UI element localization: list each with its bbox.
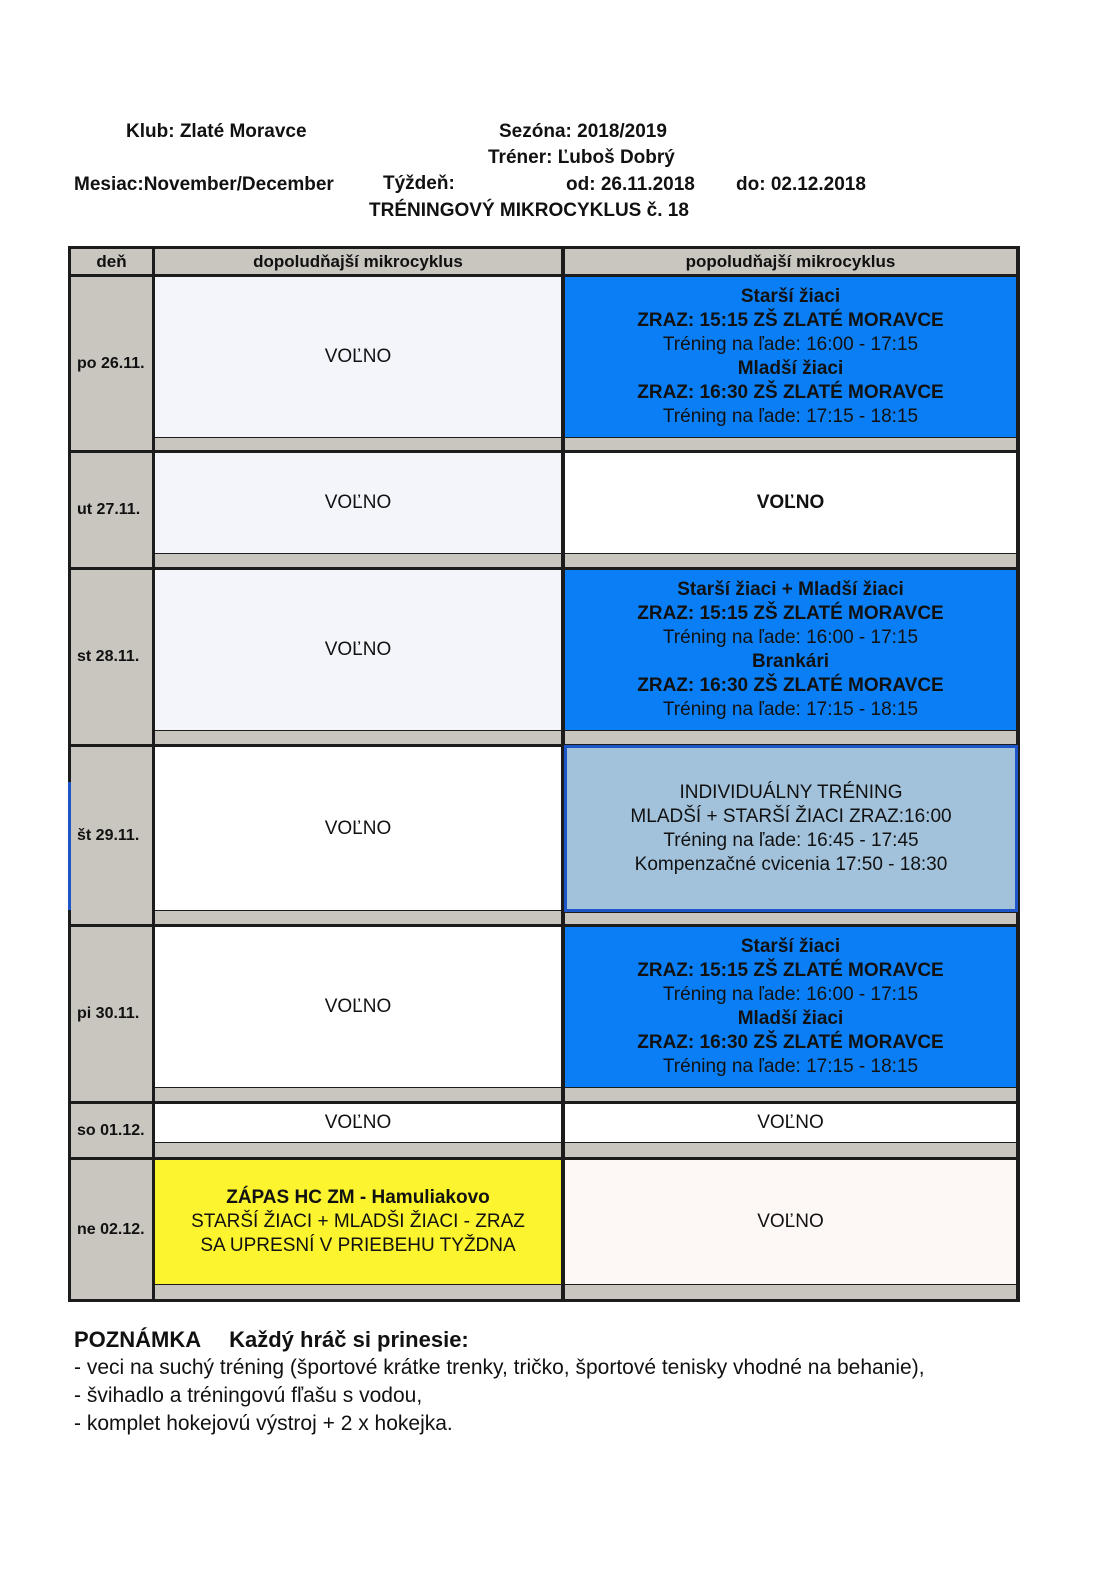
match-title: ZÁPAS HC ZM - Hamuliakovo (226, 1187, 490, 1208)
group-name: Brankári (751, 651, 830, 672)
day-cell: po 26.11. (71, 277, 152, 450)
row-spacer (565, 1285, 1016, 1299)
ice-training-time: Tréning na ľade: 17:15 - 18:15 (662, 406, 919, 427)
column-header-morning: dopoludňajší mikrocyklus (155, 249, 561, 274)
note-item: - komplet hokejovú výstroj + 2 x hokejka. (74, 1412, 453, 1435)
morning-text: VOĽNO (324, 492, 392, 513)
afternoon-cell (565, 570, 1016, 730)
group-name: Starší žiaci (740, 286, 841, 307)
row-spacer (565, 554, 1016, 567)
morning-cell (155, 1104, 561, 1142)
compensation-exercises: Kompenzačné cvicenia 17:50 - 18:30 (634, 853, 948, 875)
match-detail: STARŠÍ ŽIACI + MLADŠI ŽIACI - ZRAZ (191, 1211, 525, 1232)
row-spacer (155, 1285, 561, 1299)
day-cell: st 28.11. (71, 570, 152, 744)
morning-text: VOĽNO (324, 639, 392, 660)
row-spacer (565, 1088, 1016, 1101)
column-header-afternoon: popoludňajší mikrocyklus (565, 249, 1016, 274)
afternoon-cell (565, 1160, 1016, 1284)
day-cell: št 29.11. (71, 747, 152, 924)
row-spacer (155, 1088, 561, 1101)
row-spacer (565, 1143, 1016, 1157)
session-title: INDIVIDUÁLNY TRÉNING (679, 781, 903, 803)
morning-cell (155, 1160, 561, 1284)
morning-cell (155, 277, 561, 437)
row-spacer (155, 1143, 561, 1157)
group-name: Mladší žiaci (737, 1008, 844, 1029)
meetup-time: MLADŠÍ + STARŠÍ ŽIACI ZRAZ:16:00 (630, 805, 952, 827)
morning-text: VOĽNO (324, 346, 392, 367)
row-highlight-marker (68, 782, 71, 910)
afternoon-text: VOĽNO (757, 1211, 824, 1232)
meetup-time: ZRAZ: 15:15 ZŠ ZLATÉ MORAVCE (637, 960, 944, 981)
row-spacer (155, 731, 561, 744)
meetup-time: ZRAZ: 15:15 ZŠ ZLATÉ MORAVCE (637, 603, 944, 624)
afternoon-text: VOĽNO (756, 492, 825, 513)
morning-cell (155, 747, 561, 910)
schedule-table (68, 246, 1020, 1302)
morning-text: VOĽNO (324, 817, 392, 839)
note-section (74, 1326, 1014, 1438)
morning-text: VOĽNO (324, 1112, 392, 1133)
group-name: Starší žiaci + Mladší žiaci (677, 579, 904, 600)
group-name: Starší žiaci (740, 936, 841, 957)
meetup-time: ZRAZ: 16:30 ZŠ ZLATÉ MORAVCE (637, 1032, 944, 1053)
note-heading (74, 1326, 1014, 1354)
meetup-time: ZRAZ: 15:15 ZŠ ZLATÉ MORAVCE (637, 310, 944, 331)
ice-training-time: Tréning na ľade: 17:15 - 18:15 (662, 1056, 919, 1077)
note-item: - veci na suchý tréning (športové krátke trenky, tričko, športové tenisky vhodné na behanie), (74, 1356, 925, 1379)
date-from-label: od: 26.11.2018 (566, 174, 695, 195)
afternoon-cell (564, 745, 1018, 912)
row-spacer (565, 913, 1016, 924)
ice-training-time: Tréning na ľade: 16:00 - 17:15 (662, 984, 919, 1005)
column-header-day: deň (71, 249, 152, 274)
afternoon-cell (565, 927, 1016, 1087)
ice-training-time: Tréning na ľade: 16:45 - 17:45 (663, 829, 919, 851)
morning-text: VOĽNO (324, 996, 392, 1017)
row-spacer (565, 438, 1016, 450)
week-label: Týždeň: (383, 173, 455, 194)
meetup-time: ZRAZ: 16:30 ZŠ ZLATÉ MORAVCE (637, 382, 944, 403)
note-subtitle: Každý hráč si prinesie: (229, 1327, 469, 1352)
row-spacer (155, 438, 561, 450)
ice-training-time: Tréning na ľade: 17:15 - 18:15 (662, 699, 919, 720)
day-cell: so 01.12. (71, 1104, 152, 1157)
meetup-time: ZRAZ: 16:30 ZŠ ZLATÉ MORAVCE (637, 675, 944, 696)
page-title: TRÉNINGOVÝ MIKROCYKLUS č. 18 (369, 200, 689, 221)
ice-training-time: Tréning na ľade: 16:00 - 17:15 (662, 627, 919, 648)
afternoon-cell (565, 277, 1016, 437)
row-spacer (155, 554, 561, 567)
afternoon-cell (565, 1104, 1016, 1142)
month-label: Mesiac:November/December (74, 174, 334, 195)
row-spacer (565, 731, 1016, 744)
group-name: Mladší žiaci (737, 358, 844, 379)
note-item: - švihadlo a tréningovú fľašu s vodou, (74, 1384, 423, 1407)
ice-training-time: Tréning na ľade: 16:00 - 17:15 (662, 334, 919, 355)
morning-cell (155, 570, 561, 730)
note-title: POZNÁMKA (74, 1327, 202, 1352)
morning-cell (155, 453, 561, 553)
day-cell: ne 02.12. (71, 1160, 152, 1299)
day-cell: ut 27.11. (71, 453, 152, 567)
season-label: Sezóna: 2018/2019 (499, 121, 667, 142)
club-label: Klub: Zlaté Moravce (126, 121, 307, 142)
row-spacer (155, 911, 561, 924)
morning-cell (155, 927, 561, 1087)
match-detail: SA UPRESNÍ V PRIEBEHU TYŽDNA (200, 1235, 516, 1256)
coach-label: Tréner: Ľuboš Dobrý (488, 147, 675, 168)
day-cell: pi 30.11. (71, 927, 152, 1101)
afternoon-cell (565, 453, 1016, 553)
afternoon-text: VOĽNO (757, 1112, 824, 1133)
date-to-label: do: 02.12.2018 (736, 174, 866, 195)
